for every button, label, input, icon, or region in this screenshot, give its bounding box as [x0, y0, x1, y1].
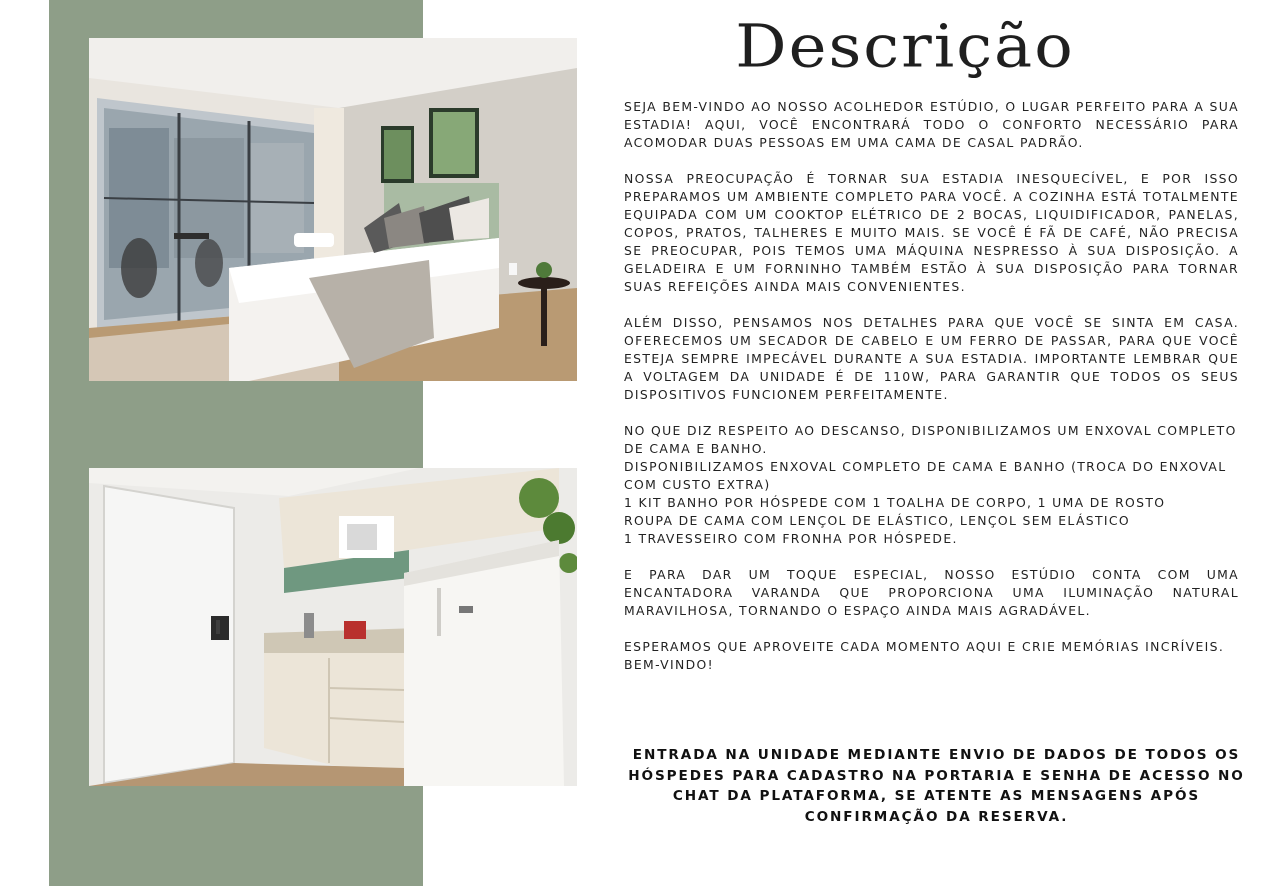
- description-body: [624, 98, 1239, 674]
- list-item: 1 TRAVESSEIRO COM FRONHA POR HÓSPEDE.: [624, 531, 958, 546]
- paragraph-kitchen: NOSSA PREOCUPAÇÃO É TORNAR SUA ESTADIA INESQUECÍVEL, E POR ISSO PREPARAMOS UM AMBIENTE COMPLETO PARA VOCÊ. A COZINHA ESTÁ TOTALMENTE EQUIPADA COM UM COOKTOP ELÉTRICO DE 2 BOCAS, LIQUIDIFICADOR, PANELAS, COPOS, PRATOS, TALHERES E MUITO MAIS. SE VOCÊ É FÃ DE CAFÉ, NÃO PRECISA SE PREOCUPAR, POIS TEMOS UMA MÁQUINA NESPRESSO À SUA DISPOSIÇÃO. A GELADEIRA E UM FORNINHO TAMBÉM ESTÃO À SUA DISPOSIÇÃO PARA TORNAR SUAS REFEIÇÕES AINDA MAIS CONVENIENTES.: [624, 171, 1239, 294]
- list-item: DISPONIBILIZAMOS ENXOVAL COMPLETO DE CAMA E BANHO (TROCA DO ENXOVAL COM CUSTO EXTRA): [624, 459, 1227, 492]
- bedroom-photo: [89, 38, 577, 381]
- page-title: Descrição: [735, 12, 1075, 82]
- paragraph-amenities: ALÉM DISSO, PENSAMOS NOS DETALHES PARA QUE VOCÊ SE SINTA EM CASA. OFERECEMOS UM SECADOR DE CABELO E UM FERRO DE PASSAR, PARA QUE VOCÊ ESTEJA SEMPRE IMPECÁVEL DURANTE A SUA ESTADIA. IMPORTANTE LEMBRAR QUE A VOLTAGEM DA UNIDADE É DE 110W, PARA GARANTIR QUE TODOS OS SEUS DISPOSITIVOS FUNCIONEM PERFEITAMENTE.: [624, 315, 1239, 402]
- list-item: ROUPA DE CAMA COM LENÇOL DE ELÁSTICO, LENÇOL SEM ELÁSTICO: [624, 513, 1131, 528]
- check-in-notice: ENTRADA NA UNIDADE MEDIANTE ENVIO DE DADOS DE TODOS OS HÓSPEDES PARA CADASTRO NA PORTARIA E SENHA DE ACESSO NO CHAT DA PLATAFORMA, SE ATENTE AS MENSAGENS APÓS CONFIRMAÇÃO DA RESERVA.: [628, 747, 1245, 825]
- paragraph-closing: ESPERAMOS QUE APROVEITE CADA MOMENTO AQUI E CRIE MEMÓRIAS INCRÍVEIS. BEM-VINDO!: [624, 639, 1225, 672]
- kitchen-photo: [89, 468, 577, 786]
- paragraph-linens: NO QUE DIZ RESPEITO AO DESCANSO, DISPONIBILIZAMOS UM ENXOVAL COMPLETO DE CAMA E BANHO.: [624, 423, 1237, 456]
- list-item: 1 KIT BANHO POR HÓSPEDE COM 1 TOALHA DE CORPO, 1 UMA DE ROSTO: [624, 495, 1166, 510]
- paragraph-balcony: E PARA DAR UM TOQUE ESPECIAL, NOSSO ESTÚDIO CONTA COM UMA ENCANTADORA VARANDA QUE PROPORCIONA UMA ILUMINAÇÃO NATURAL MARAVILHOSA, TORNANDO O ESPAÇO AINDA MAIS AGRADÁVEL.: [624, 567, 1239, 618]
- paragraph-welcome: SEJA BEM-VINDO AO NOSSO ACOLHEDOR ESTÚDIO, O LUGAR PERFEITO PARA A SUA ESTADIA! AQUI, VOCÊ ENCONTRARÁ TODO O CONFORTO NECESSÁRIO PARA ACOMODAR DUAS PESSOAS EM UMA CAMA DE CASAL PADRÃO.: [624, 99, 1239, 150]
